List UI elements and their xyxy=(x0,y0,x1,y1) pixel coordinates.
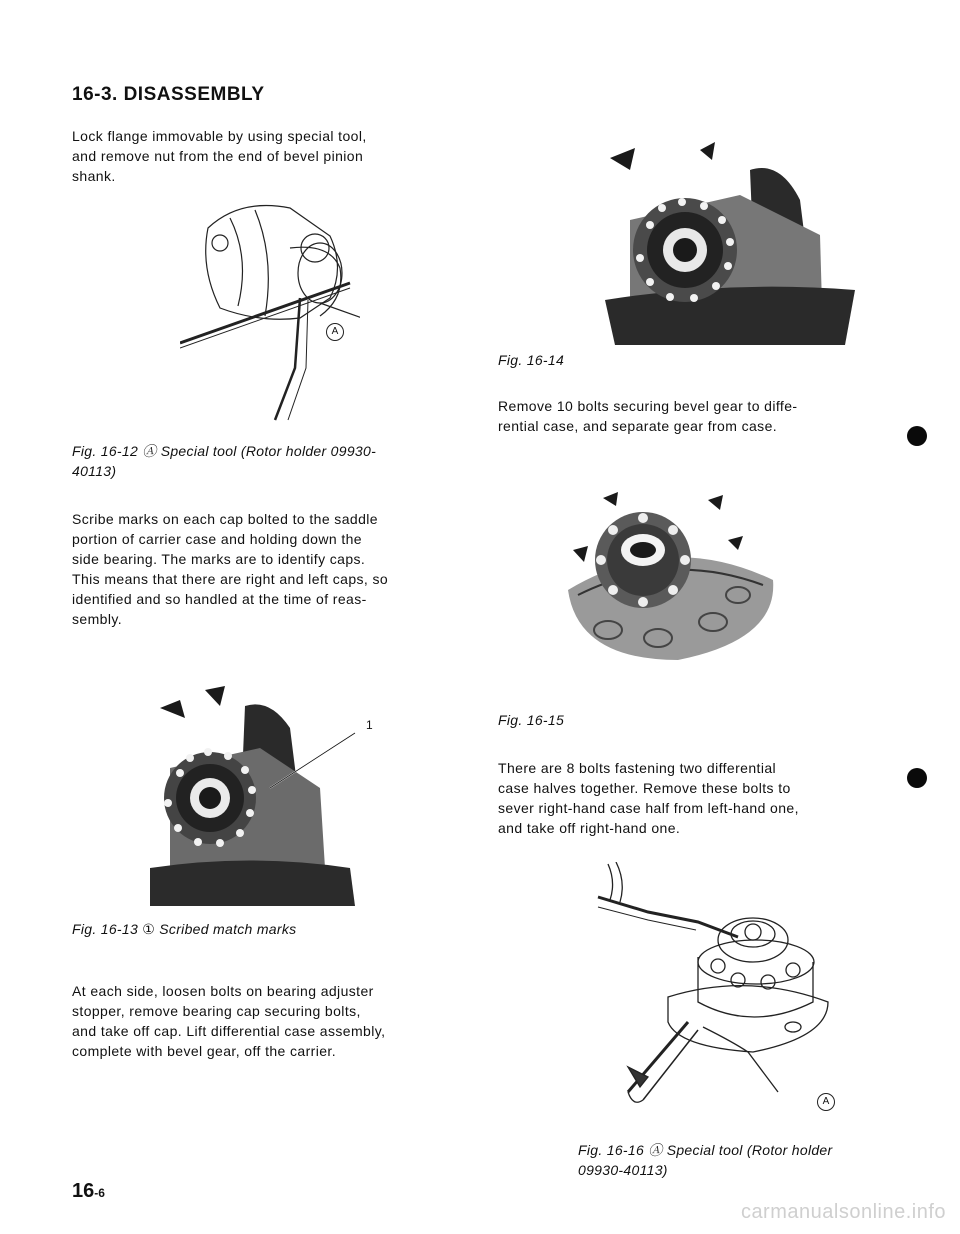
figure-16-14-photo xyxy=(590,140,865,345)
page-number-main: 16 xyxy=(72,1180,95,1202)
callout-a-fig-16-12: A xyxy=(326,323,344,341)
page-number xyxy=(72,1180,105,1203)
page-number-suffix: -6 xyxy=(94,1186,105,1200)
caption-fig-16-15: Fig. 16-15 xyxy=(498,712,565,728)
figure-16-15-photo xyxy=(548,470,788,670)
differential-case-photo xyxy=(548,470,788,670)
figure-16-16-drawing xyxy=(588,862,843,1110)
figure-16-12-drawing xyxy=(180,188,360,428)
paragraph-remove-pinion-nut: Lock flange immovable by using special tool, and remove nut from the end of bevel pinion shank. xyxy=(72,128,367,184)
caption-fig-16-13: Fig. 16-13 ① Scribed match marks xyxy=(72,921,297,937)
paragraph-scribe-marks: Scribe marks on each cap bolted to the saddle portion of carrier case and holding down the side bearing. The marks are to identify caps. This means that there are right and left caps, so identified and so handled at the time of reas- sembly. xyxy=(72,511,389,627)
bullet-marker xyxy=(907,768,927,788)
rotor-holder-drawing xyxy=(180,188,360,428)
paragraph-remove-caps: At each side, loosen bolts on bearing adjuster stopper, remove bearing cap securing bolts, and take off cap. Lift differential case assembly, complete with bevel gear, off the carrier. xyxy=(72,983,386,1059)
paragraph-remove-bevel-gear: Remove 10 bolts securing bevel gear to diffe- rential case, and separate gear from case. xyxy=(498,398,798,434)
scribed-caps-photo xyxy=(150,678,365,906)
caption-fig-16-16: Fig. 16-16 Ⓐ Special tool (Rotor holder 09930-40113) xyxy=(578,1142,833,1178)
callout-a-fig-16-16: A xyxy=(817,1093,835,1111)
footer-watermark: carmanualsonline.info xyxy=(740,1201,946,1223)
rotor-holder-case-drawing xyxy=(588,862,843,1110)
callout-1-fig-16-13: 1 xyxy=(366,718,373,732)
caption-fig-16-14: Fig. 16-14 xyxy=(498,352,565,368)
figure-16-13-photo xyxy=(150,678,365,906)
section-heading: 16-3. DISASSEMBLY xyxy=(72,84,265,105)
bullet-marker xyxy=(907,426,927,446)
carrier-case-photo xyxy=(590,140,865,345)
paragraph-separate-case-halves: There are 8 bolts fastening two differential case halves together. Remove these bolts to sever right-hand case half from left-hand one, and take off right-hand one. xyxy=(498,760,799,836)
caption-fig-16-12: Fig. 16-12 Ⓐ Special tool (Rotor holder 09930- 40113) xyxy=(72,443,377,479)
